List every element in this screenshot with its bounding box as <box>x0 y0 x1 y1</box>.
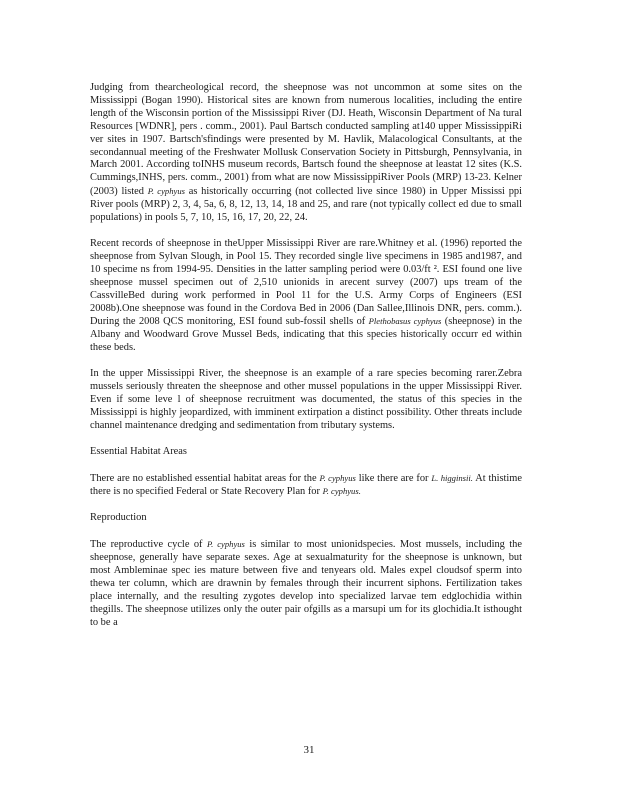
paragraph-habitat <box>90 472 522 500</box>
paragraph-text: like there are for <box>358 472 429 484</box>
paragraph-text: (sheepnose) in the Albany and Woodward Grove Mussel Beds, indicating that this species historically occurr ed within these beds. <box>90 316 522 354</box>
species-name: L. higginsii. <box>431 472 473 483</box>
section-heading-essential-habitat: Essential Habitat Areas <box>90 445 187 457</box>
paragraph-reproduction <box>90 538 522 629</box>
paragraph-text: is similar to most unionidspecies. Most mussels, including the sheepnose, generally have separate sexes. Age at sexualmaturity for the sheepnose is unknown, but most Ambleminae spec ies mature between five and tenyears old. Males expel cloudsof sperm into thewa ter column, which are drawnin by females through their incurrent siphons. Fertilization takes place internally, and the resulting zygotes develop into specialized larvae tem edglochidia within thegills. The sheepnose utilizes only the outer pair ofgills as a marsupi um for its glochidia.It isthought to be a <box>90 539 522 628</box>
paragraph-recent-records <box>90 238 522 355</box>
species-name: P. cyphyus <box>147 186 185 197</box>
paragraph-historical-records <box>90 82 522 225</box>
paragraph-text: as historically occurring (not collected live since 1980) in Upper Mississi ppi River pools (MRP) 2, 3, 4, 5a, 6, 8, 12, 13, 14, 18 and 25, and rare (not typically collect ed due to small populations) in pools 5, 7, 10, 15, 16, 17, 20, 22, 24. <box>90 186 522 224</box>
document-body <box>90 82 522 630</box>
species-name: P. cyphyus <box>319 472 356 483</box>
page-number: 31 <box>303 744 315 756</box>
paragraph-text: Recent records of sheepnose in theUpper Mississippi River are rare.Whitney et al. (1996) reported the sheepnose from Sylvan Slough, in Pool 15. They recorded single live specimens in 1985 and1987, and 10 specime ns from 1994-95. Densities in the latter sampling period were 0.03/ft ². ESI found one live sheepnose mussel specimen out of 2,510 unionids in arecent survey (2007) ups tream of the CassvilleBed during work performed in Pool 11 for the U.S. Army Corps of Engineers (ESI 2008b).One sheepnose was found in the Cordova Bed in 2006 (Dan Sallee,Illinois DNR, pers. comm.). During the 2008 QCS monitoring, ESI found sub-fossil shells of <box>90 237 522 328</box>
species-name: P. cyphyus <box>206 539 245 550</box>
paragraph-text: At thistime there is no specified Federal or State Recovery Plan for <box>90 472 522 498</box>
paragraph-text: There are no established essential habitat areas for the <box>90 472 317 484</box>
species-name: P. cyphyus. <box>322 486 361 497</box>
paragraph-text: Judging from thearcheological record, the sheepnose was not uncommon at some sites on the Mississippi (Bogan 1990). Historical sites are known from numerous localities, including the entire length of the Wisconsin portion of the Mississippi River (DJ. Heath, Wisconsin Department of Na tural Resources [WDNR], pers . comm., 2001). Paul Bartsch conducted sampling at140 upper MississippiRi ver sites in 1907. Bartsch'sfindings were presented by M. Havlik, Malacological Consultants, at the secondannual meeting of the Freshwater Mollusk Conservation Society in Pittsburgh, Pennsylvania, in March 2001. According toINHS museum records, Bartsch found the sheepnose at leastat 12 sites (K.S. Cummings,INHS, pers. comm., 2001) from what are now MississippiRiver Pools (MRP) 13-23. Kelner (2003) listed <box>90 82 522 198</box>
section-heading-reproduction: Reproduction <box>90 512 147 524</box>
paragraph-text: The reproductive cycle of <box>90 539 203 551</box>
species-name: Plethobasus cyphyus <box>368 316 442 327</box>
paragraph-threats: In the upper Mississippi River, the sheepnose is an example of a rare species becoming rarer.Zebra mussels seriously threaten the sheepnose and other mussel populations in the upper Mississippi River. Even if some leve l of sheepnose recruitment was documented, the status of this species in the Mississippi is highly jeopardized, with imminent extirpation a distinct possibility. Other threats include channel maintenance dredging and sedimentation from tributary systems. <box>90 368 522 431</box>
